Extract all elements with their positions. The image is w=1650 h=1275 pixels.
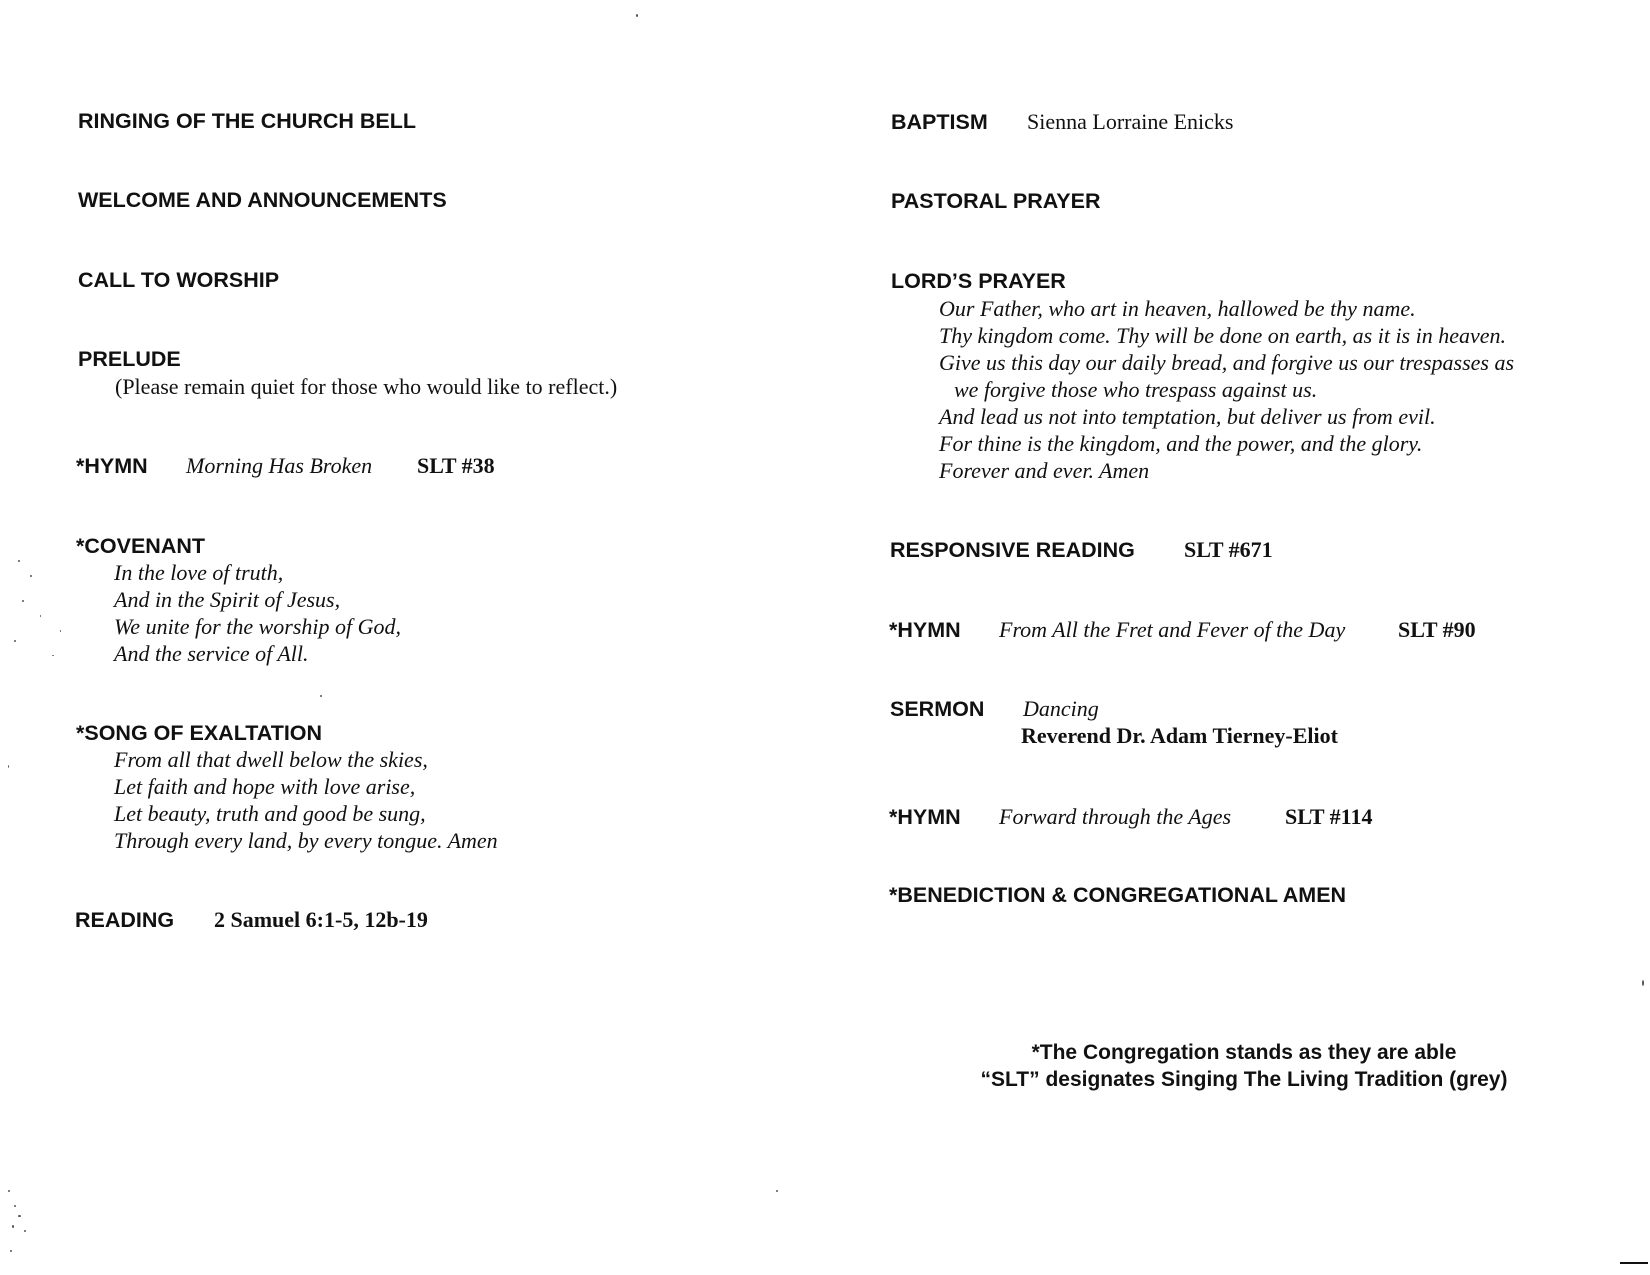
hymn-3-label: *HYMN bbox=[889, 805, 961, 829]
exaltation-line: From all that dwell below the skies, bbox=[114, 747, 428, 772]
hymn-2-title: From All the Fret and Fever of the Day bbox=[999, 617, 1346, 642]
exaltation-line: Let faith and hope with love arise, bbox=[114, 774, 416, 799]
welcome-announcements-heading: WELCOME AND ANNOUNCEMENTS bbox=[78, 188, 447, 212]
sermon-title: Dancing bbox=[1023, 696, 1099, 721]
reading-passage: 2 Samuel 6:1-5, 12b-19 bbox=[214, 907, 428, 932]
exaltation-line: Through every land, by every tongue. Amen bbox=[114, 828, 498, 853]
reading-label: READING bbox=[75, 908, 175, 932]
lords-prayer-line: Forever and ever. Amen bbox=[939, 458, 1150, 483]
page-edge-mark bbox=[1620, 1262, 1648, 1264]
lords-prayer-line: Thy kingdom come. Thy will be done on earth, as it is in heaven. bbox=[939, 323, 1507, 348]
call-to-worship-heading: CALL TO WORSHIP bbox=[78, 268, 280, 292]
prelude-heading: PRELUDE bbox=[78, 347, 181, 371]
lords-prayer-line: For thine is the kingdom, and the power, and the glory. bbox=[939, 431, 1423, 456]
hymn-1-number: SLT #38 bbox=[417, 453, 495, 478]
responsive-reading-number: SLT #671 bbox=[1184, 537, 1273, 562]
hymn-1-label: *HYMN bbox=[76, 454, 148, 478]
exaltation-line: Let beauty, truth and good be sung, bbox=[114, 801, 426, 826]
pastoral-prayer-heading: PASTORAL PRAYER bbox=[891, 189, 1101, 213]
covenant-line: And in the Spirit of Jesus, bbox=[114, 587, 341, 612]
footer-slt-note: “SLT” designates Singing The Living Tradition (grey) bbox=[980, 1068, 1508, 1091]
lords-prayer-line: we forgive those who trespass against us. bbox=[954, 377, 1318, 402]
prelude-note: (Please remain quiet for those who would like to reflect.) bbox=[115, 374, 618, 399]
ringing-of-church-bell-heading: RINGING OF THE CHURCH BELL bbox=[78, 109, 417, 133]
sermon-label: SERMON bbox=[890, 697, 985, 721]
lords-prayer-line: Give us this day our daily bread, and forgive us our trespasses as bbox=[939, 350, 1515, 375]
covenant-heading: *COVENANT bbox=[76, 534, 206, 558]
lords-prayer-line: And lead us not into temptation, but deliver us from evil. bbox=[939, 404, 1436, 429]
lords-prayer-heading: LORD’S PRAYER bbox=[891, 269, 1066, 293]
hymn-1-title: Morning Has Broken bbox=[186, 453, 373, 478]
covenant-line: In the love of truth, bbox=[114, 560, 284, 585]
hymn-2-number: SLT #90 bbox=[1398, 617, 1476, 642]
footer-standing-note: *The Congregation stands as they are able bbox=[1031, 1041, 1457, 1064]
baptism-name: Sienna Lorraine Enicks bbox=[1027, 109, 1234, 134]
hymn-3-number: SLT #114 bbox=[1285, 804, 1373, 829]
benediction-heading: *BENEDICTION & CONGREGATIONAL AMEN bbox=[889, 883, 1347, 907]
sermon-preacher: Reverend Dr. Adam Tierney-Eliot bbox=[1021, 723, 1338, 748]
lords-prayer-line: Our Father, who art in heaven, hallowed be thy name. bbox=[939, 296, 1416, 321]
baptism-label: BAPTISM bbox=[891, 110, 988, 134]
hymn-2-label: *HYMN bbox=[889, 618, 961, 642]
song-of-exaltation-heading: *SONG OF EXALTATION bbox=[76, 721, 323, 745]
hymn-3-title: Forward through the Ages bbox=[999, 804, 1232, 829]
responsive-reading-label: RESPONSIVE READING bbox=[890, 538, 1135, 562]
covenant-line: And the service of All. bbox=[114, 641, 309, 666]
covenant-line: We unite for the worship of God, bbox=[114, 614, 402, 639]
